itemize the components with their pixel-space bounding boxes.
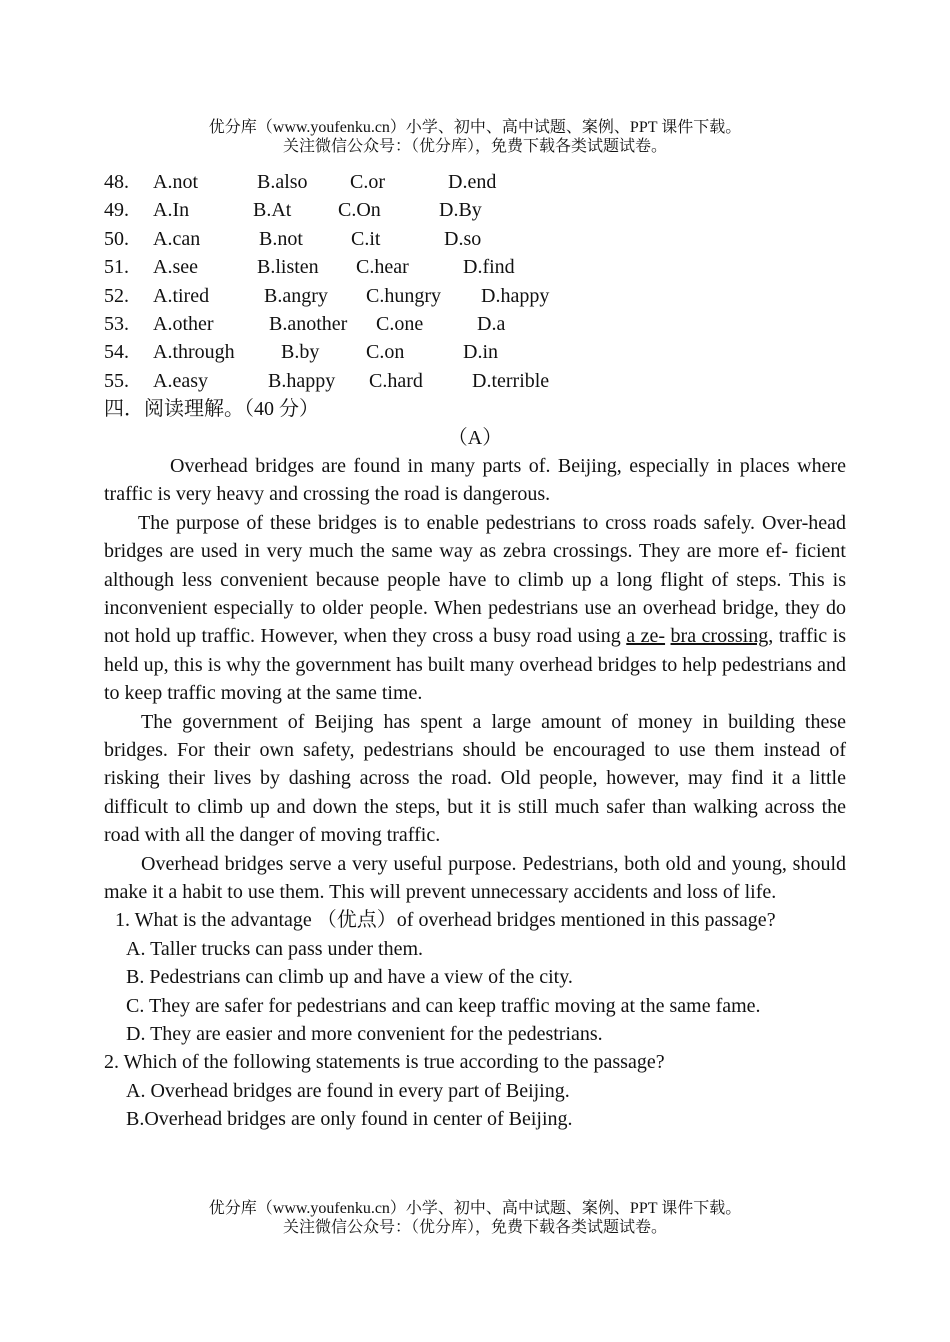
option-b: B.another: [269, 312, 348, 335]
question-2-option-a: A. Overhead bridges are found in every part of Beijing.: [126, 1079, 570, 1102]
question-1-option-b: B. Pedestrians can climb up and have a view of the city.: [126, 966, 573, 989]
option-d: D.terrible: [472, 369, 550, 392]
option-a: A.tired: [153, 284, 210, 307]
question-1-option-a: A. Taller trucks can pass under them.: [126, 937, 424, 960]
choice-number: 53.: [104, 312, 129, 335]
question-1: 1. What is the advantage （优点）of overhead bridges mentioned in this passage?: [115, 909, 776, 932]
underlined-term-part-2: bra crossing: [670, 625, 769, 648]
choice-number: 50.: [104, 227, 129, 250]
header-line-2: 关注微信公众号：（优分库），免费下载各类试题试卷。: [282, 138, 667, 155]
option-d: D.By: [439, 199, 482, 222]
option-a: A.easy: [153, 369, 208, 392]
footer-line-1: 优分库（www.youfenku.cn）小学、初中、高中试题、案例、PPT 课件下载。: [208, 1200, 742, 1217]
page-header: [0, 118, 950, 156]
option-a: A.In: [153, 199, 190, 222]
choice-number: 55.: [104, 369, 129, 392]
option-d: D.happy: [481, 284, 550, 307]
option-d: D.a: [477, 312, 506, 335]
section-heading: 四．阅读理解。（40 分）: [104, 398, 319, 421]
choice-row: [104, 282, 846, 310]
page-content: [104, 168, 846, 1134]
choice-number: 54.: [104, 341, 129, 364]
option-b: B.by: [281, 341, 320, 364]
option-b: B.not: [259, 227, 303, 250]
option-c: C.one: [376, 312, 424, 335]
choice-row: [104, 225, 846, 253]
choice-number: 52.: [104, 284, 129, 307]
question-1-option-d: D. They are easier and more convenient for the pedestrians.: [126, 1023, 603, 1046]
paragraph-2: [104, 509, 846, 708]
option-c: C.hard: [369, 369, 423, 392]
choice-row: [104, 196, 846, 224]
page-footer: [0, 1199, 950, 1237]
option-c: C.or: [350, 171, 385, 193]
option-a: A.other: [153, 312, 214, 335]
question-2-option-b: B.Overhead bridges are only found in center of Beijing.: [126, 1108, 573, 1131]
option-a: A.through: [153, 341, 235, 364]
option-d: D.end: [448, 171, 497, 193]
paragraph-1: Overhead bridges are found in many parts of. Beijing, especially in places where traffic is very heavy and crossing the road is dangerous.: [104, 454, 846, 506]
choice-number: 48.: [104, 171, 129, 193]
choice-row: [104, 338, 846, 366]
option-b: B.also: [257, 171, 308, 193]
paragraph-3: The government of Beijing has spent a large amount of money in building these bridges. For their own safety, pedestrians should be encouraged to use them instead of risking their lives by dashing across the road. Old people, however, may find it a little difficult to climb up and down the steps, but it is still much safer than walking across the road with all the danger of moving traffic.: [104, 710, 846, 847]
option-a: A.can: [153, 227, 201, 250]
header-line-1: 优分库（www.youfenku.cn）小学、初中、高中试题、案例、PPT 课件下载。: [208, 119, 742, 136]
question-2: 2. Which of the following statements is true according to the passage?: [104, 1051, 665, 1074]
option-c: C.it: [351, 227, 381, 250]
option-a: A.see: [153, 256, 198, 279]
paragraph-2-text-b: , traffic is held up, this is why the government has built many overhead bridges to help pedestrians and to keep traffic moving at the same time.: [104, 625, 847, 705]
choice-number: 51.: [104, 256, 129, 279]
option-c: C.on: [366, 341, 405, 364]
option-d: D.in: [463, 341, 498, 364]
underlined-term-part-1: a ze-: [626, 625, 666, 648]
choice-row: [104, 253, 846, 281]
choice-row: [104, 310, 846, 338]
option-b: B.angry: [264, 284, 328, 307]
footer-line-2: 关注微信公众号：（优分库），免费下载各类试题试卷。: [282, 1219, 667, 1236]
choice-number: 49.: [104, 199, 129, 222]
choice-list: [104, 168, 846, 395]
paragraph-4: Overhead bridges serve a very useful purpose. Pedestrians, both old and young, should make it a habit to use them. This will prevent unnecessary accidents and loss of life.: [104, 852, 846, 903]
option-b: B.listen: [257, 256, 319, 279]
option-d: D.so: [444, 227, 482, 250]
option-d: D.find: [463, 256, 515, 279]
option-c: C.hear: [356, 256, 409, 279]
option-b: B.At: [253, 199, 292, 222]
questions: [104, 906, 846, 1133]
option-c: C.On: [338, 199, 381, 222]
passage: [104, 452, 846, 907]
paragraph-2-text-a: The purpose of these bridges is to enable pedestrians to cross roads safely. Over-head bridges are used in very much the same way as zebra crossings. They are more ef- ficient although less convenient because people have to climb up a long flight of steps. This is inconvenient especially to older people. When pedestrians use an overhead bridge, they do not hold up traffic. However, when they cross a busy road using: [104, 511, 846, 648]
choice-row: [104, 168, 846, 196]
passage-label: （A）: [447, 426, 503, 449]
question-1-option-c: C. They are safer for pedestrians and can keep traffic moving at the same fame.: [126, 994, 761, 1017]
option-b: B.happy: [268, 369, 336, 392]
choice-row: [104, 367, 846, 395]
option-c: C.hungry: [366, 284, 441, 307]
option-a: A.not: [153, 171, 198, 193]
